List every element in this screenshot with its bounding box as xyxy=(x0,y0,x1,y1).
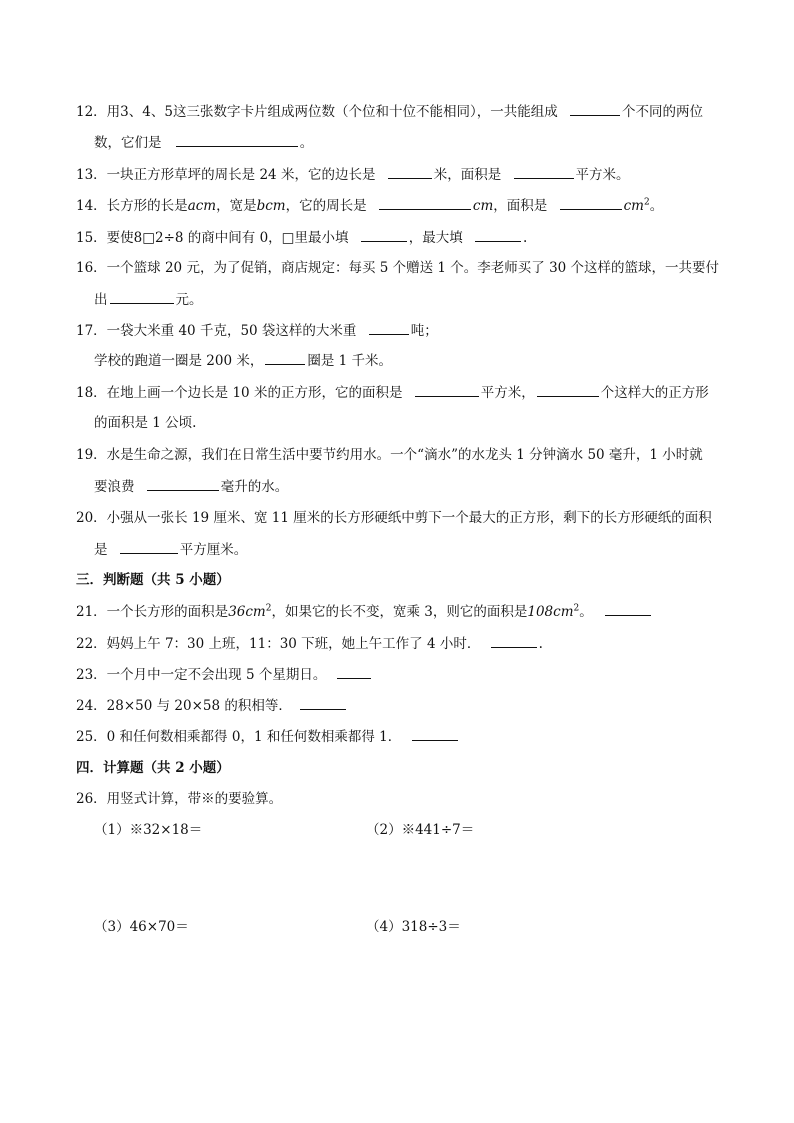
q25-text: 25．0 和任何数相乘都得 0，1 和任何数相乘都得 1． xyxy=(76,729,402,745)
q18-text-3: 个这样大的正方形 xyxy=(600,385,709,401)
q14-text-2: ，宽是 xyxy=(216,198,257,214)
question-17 xyxy=(76,321,438,340)
q24-text: 24．28×50 与 20×58 的积相等． xyxy=(76,698,292,714)
question-12-cont xyxy=(94,133,313,152)
q23-text: 23．一个月中一定不会出现 5 个星期日。 xyxy=(76,667,327,683)
q13-text: 13．一块正方形草坪的周长是 24 米，它的边长是 xyxy=(76,167,376,183)
question-17-cont xyxy=(94,351,392,370)
question-19 xyxy=(76,446,703,464)
q14-text: 14．长方形的长是 xyxy=(76,198,188,214)
q12-text-3: 数，它们是 xyxy=(94,135,162,151)
q18-blank-1[interactable] xyxy=(415,383,479,397)
q19-text-2: 要浪费 xyxy=(94,479,135,495)
q14-var-2: bcm xyxy=(256,198,286,214)
q13-text-3: 平方米。 xyxy=(575,167,630,183)
q16-text: 16．一个篮球 20 元，为了促销，商店规定：每买 5 个赠送 1 个。李老师买了 30 个这样的篮球，一共要付 xyxy=(76,260,720,276)
question-14 xyxy=(76,196,663,215)
q17-text: 17．一袋大米重 40 千克，50 袋这样的大米重 xyxy=(76,323,357,339)
question-16-cont xyxy=(94,290,203,309)
q19-text: 19．水是生命之源，我们在日常生活中要节约用水。一个“滴水”的水龙头 1 分钟滴水 50 毫升，1 小时就 xyxy=(76,447,703,463)
q14-text-5: 。 xyxy=(649,198,664,214)
q15-text-3: . xyxy=(523,230,528,246)
q18-blank-2[interactable] xyxy=(537,383,599,397)
section-3-heading: 三．判断题（共 5 小题） xyxy=(76,572,230,588)
question-20 xyxy=(76,509,712,527)
q18-text-2: 平方米， xyxy=(480,385,535,401)
q21-blank[interactable] xyxy=(605,602,651,616)
q21-text-3: 。 xyxy=(579,604,593,620)
q18-text: 18．在地上画一个边长是 10 米的正方形，它的面积是 xyxy=(76,385,403,401)
q13-text-2: 米，面积是 xyxy=(433,167,502,183)
q16-blank[interactable] xyxy=(110,290,174,304)
question-20-cont xyxy=(94,540,247,559)
q22-text: 22．妈妈上午 7：30 上班，11：30 下班，她上午工作了 4 小时． xyxy=(76,636,481,652)
q19-blank[interactable] xyxy=(147,477,219,491)
q17-blank-1[interactable] xyxy=(369,321,409,335)
q16-text-2: 出 xyxy=(94,292,108,308)
q14-unit-2: cm xyxy=(623,198,644,214)
question-25 xyxy=(76,727,460,746)
q20-blank[interactable] xyxy=(120,540,178,554)
q26-part-1: （1）※32×18＝ xyxy=(94,822,203,838)
question-24 xyxy=(76,696,348,715)
q17-blank-2[interactable] xyxy=(265,351,305,365)
q20-text: 20．小强从一张长 19 厘米、宽 11 厘米的长方形硬纸中剪下一个最大的正方形，剩下的长方形硬纸的面积 xyxy=(76,510,712,526)
q23-blank[interactable] xyxy=(337,665,371,679)
q21-text-2: ，如果它的长不变，宽乘 3，则它的面积是 xyxy=(271,604,528,620)
question-21 xyxy=(76,602,653,621)
question-19-cont xyxy=(94,477,288,496)
question-18-cont xyxy=(94,414,196,432)
q21-sup-1: 2 xyxy=(265,603,272,614)
q14-var-1: acm xyxy=(187,198,217,214)
q12-text-4: 。 xyxy=(299,135,314,151)
question-16 xyxy=(76,259,719,277)
q14-text-4: ，面积是 xyxy=(493,198,548,214)
q16-text-3: 元。 xyxy=(175,292,203,308)
q19-text-3: 毫升的水。 xyxy=(220,479,289,495)
q21-var-1: 36cm xyxy=(228,604,266,620)
q17-text-4: 圈是 1 千米。 xyxy=(307,353,393,369)
q15-text: 15．要使8□2÷8 的商中间有 0，□里最小填 xyxy=(76,230,349,246)
q26-part-2: （2）※441÷7＝ xyxy=(366,822,475,838)
q14-blank-1[interactable] xyxy=(379,196,471,210)
q17-text-3: 学校的跑道一圈是 200 米， xyxy=(94,353,264,369)
q15-text-2: ，最大填 xyxy=(408,230,463,246)
q12-text: 12．用3、4、5这三张数字卡片组成两位数（个位和十位不能相同），一共能组成 xyxy=(76,104,558,120)
q17-text-2: 吨； xyxy=(410,323,438,339)
q26-part-3: （3）46×70＝ xyxy=(94,919,189,935)
section-4-heading: 四．计算题（共 2 小题） xyxy=(76,760,230,776)
question-23 xyxy=(76,665,373,684)
q15-blank-2[interactable] xyxy=(475,228,521,242)
question-18 xyxy=(76,383,709,402)
q20-text-2: 是 xyxy=(94,542,108,558)
question-12 xyxy=(76,102,703,121)
question-26: 26．用竖式计算，带※的要验算。 xyxy=(76,791,283,807)
q13-blank-1[interactable] xyxy=(388,165,432,179)
q21-sup-2: 2 xyxy=(573,603,580,614)
q20-text-3: 平方厘米。 xyxy=(179,542,248,558)
q22-text-2: . xyxy=(538,636,543,652)
question-13 xyxy=(76,165,630,184)
q12-text-2: 个不同的两位 xyxy=(622,104,703,120)
q14-sup: 2 xyxy=(643,197,650,208)
q15-blank-1[interactable] xyxy=(361,228,407,242)
q14-blank-2[interactable] xyxy=(560,196,622,210)
q24-blank[interactable] xyxy=(300,696,346,710)
q12-blank-1[interactable] xyxy=(570,102,620,116)
q13-blank-2[interactable] xyxy=(514,165,574,179)
q21-text: 21．一个长方形的面积是 xyxy=(76,604,229,620)
q21-var-2: 108cm xyxy=(527,604,574,620)
q25-blank[interactable] xyxy=(412,727,458,741)
q12-blank-2[interactable] xyxy=(176,133,298,147)
q14-unit-1: cm xyxy=(472,198,494,214)
q22-blank[interactable] xyxy=(491,634,537,648)
question-22 xyxy=(76,634,543,653)
q14-text-3: ，它的周长是 xyxy=(285,198,367,214)
q26-part-4: （4）318÷3＝ xyxy=(366,919,461,935)
q18-text-4: 的面积是 1 公顷. xyxy=(94,415,197,431)
question-15 xyxy=(76,228,527,247)
